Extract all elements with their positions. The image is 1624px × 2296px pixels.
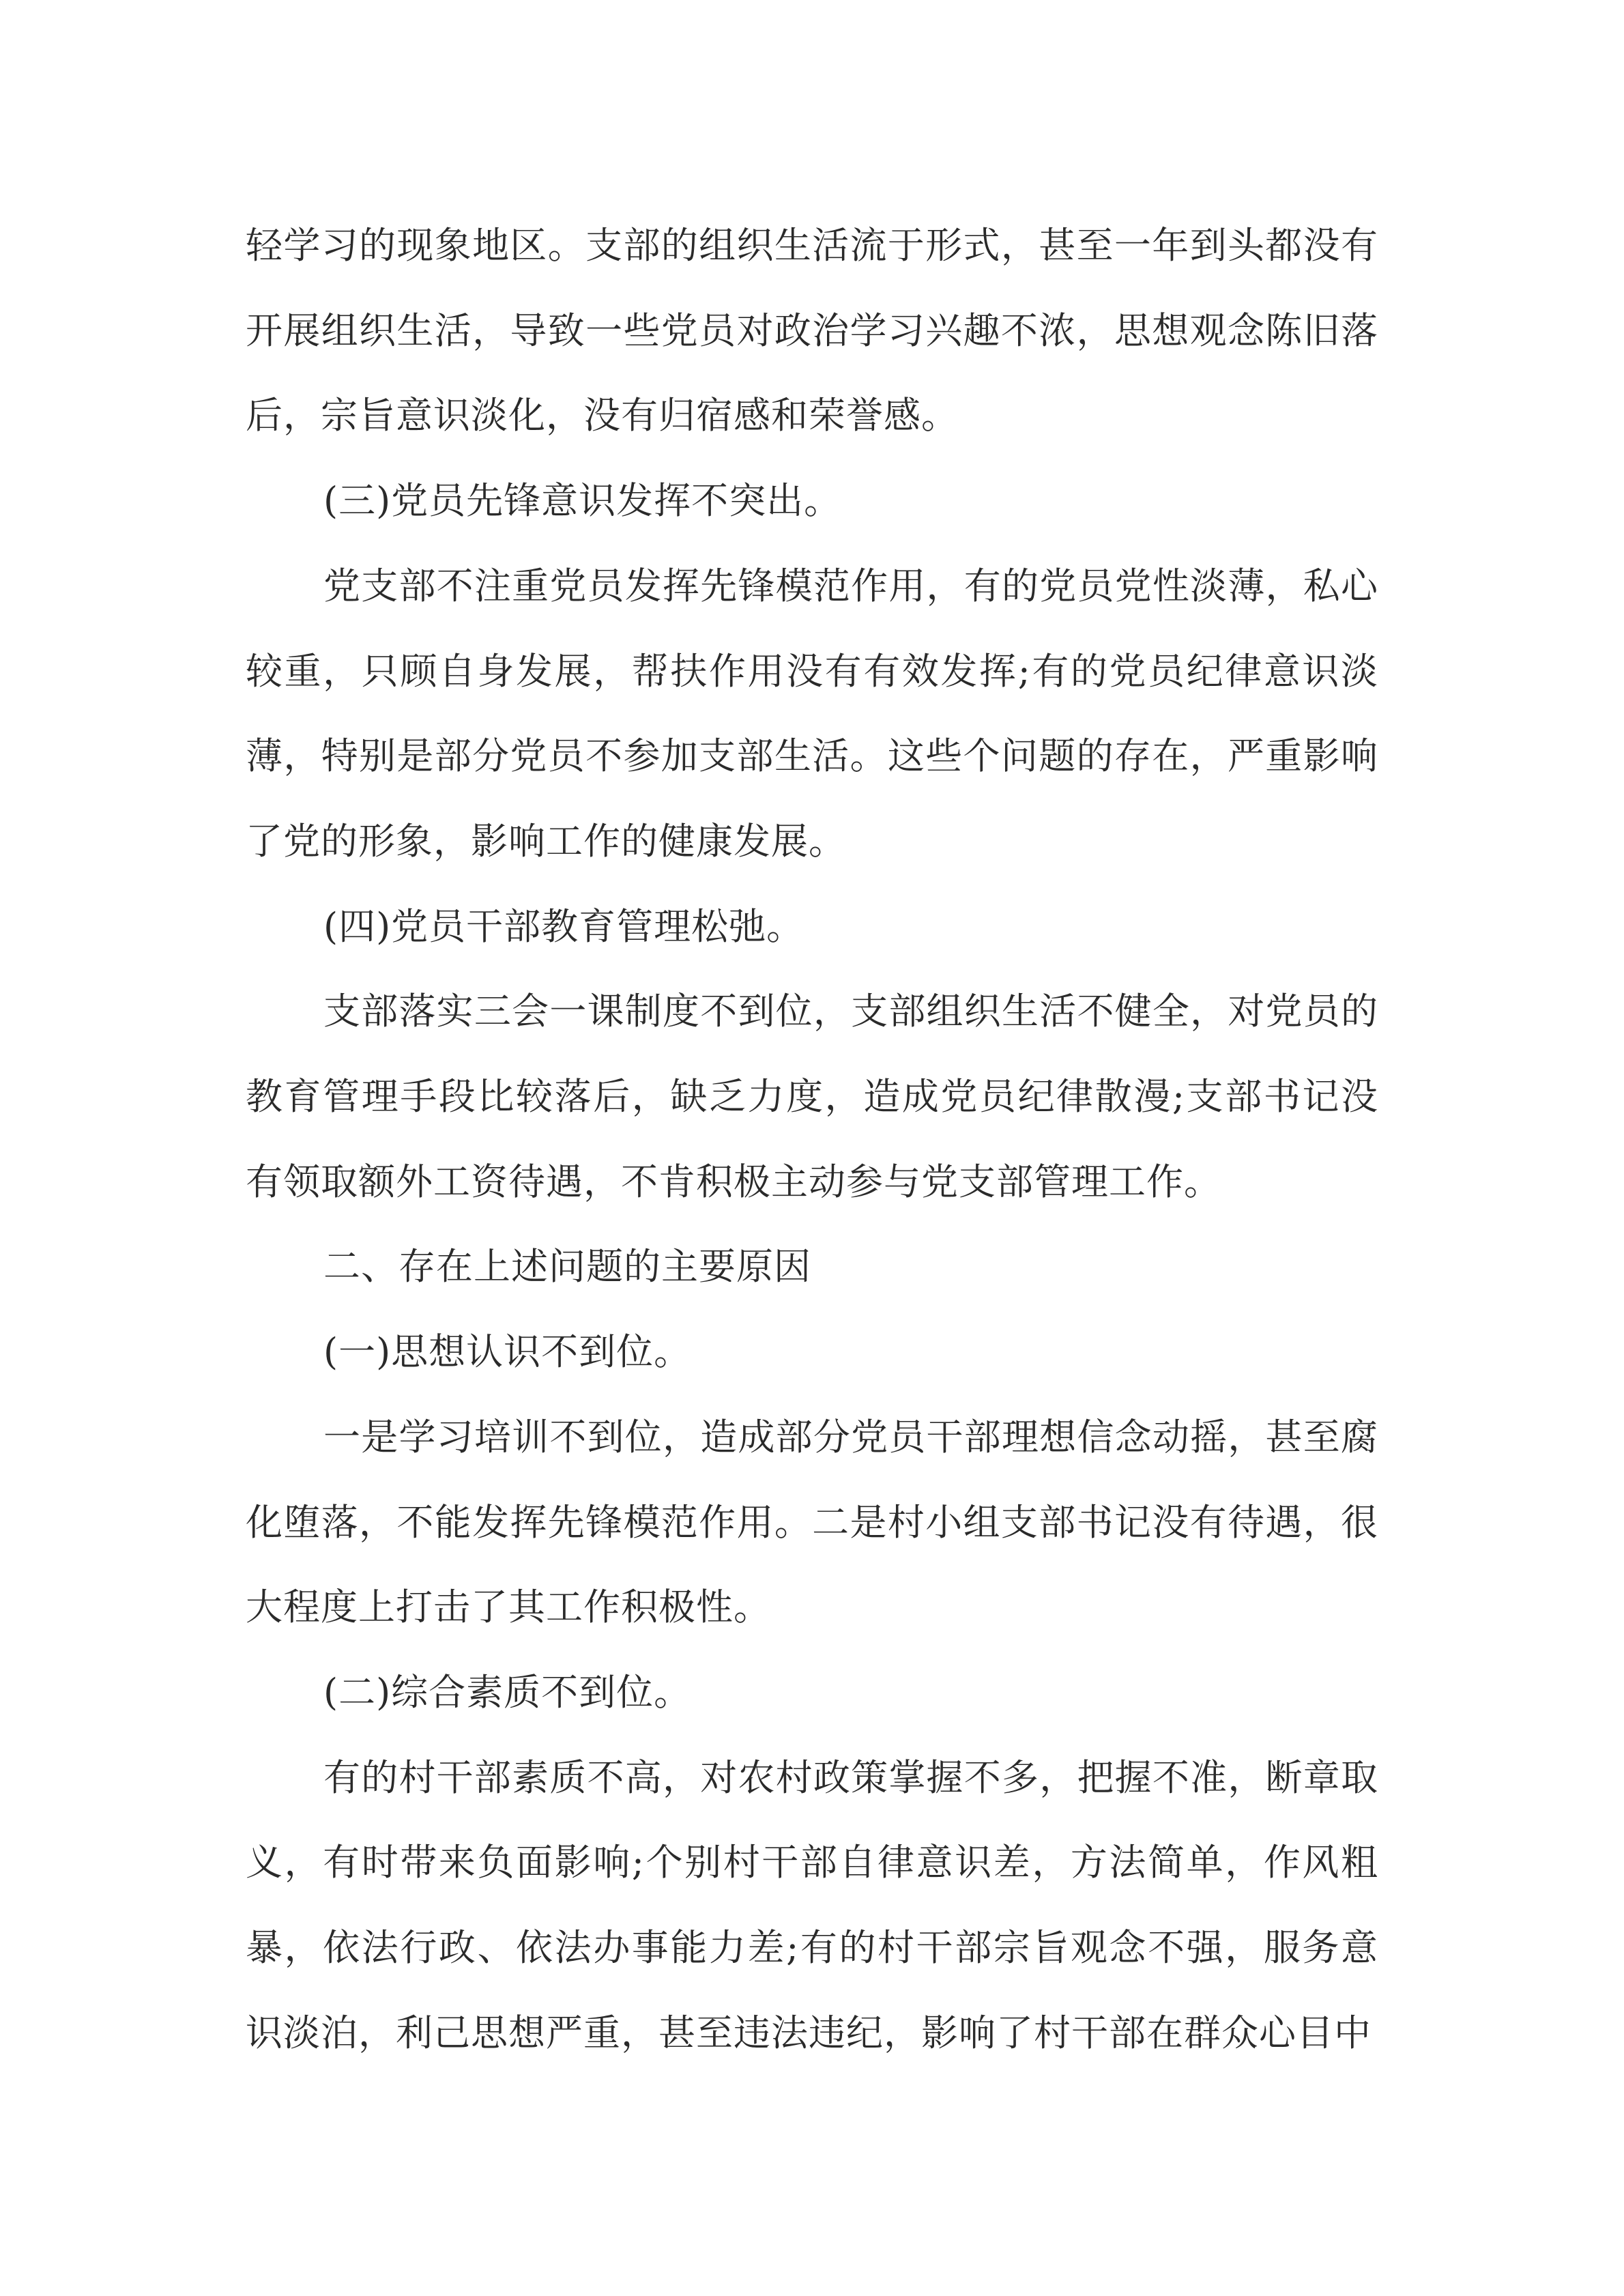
section-heading: (一)思想认识不到位。	[323, 1330, 692, 1374]
paragraph: 党支部不注重党员发挥先锋模范作用，有的党员党性淡薄，私心较重，只顾自身发展，帮扶作用没有有效发挥;有的党员纪律意识淡薄，特别是部分党员不参加支部生活。这些个问题的存在，严重影响了党的形象，影响工作的健康发展。	[246, 564, 1378, 863]
paragraph: 支部落实三会一课制度不到位，支部组织生活不健全，对党员的教育管理手段比较落后，缺乏力度，造成党员纪律散漫;支部书记没有领取额外工资待遇，不肯积极主动参与党支部管理工作。	[246, 990, 1378, 1203]
section-heading: (四)党员干部教育管理松弛。	[323, 904, 804, 948]
section-heading: (二)综合素质不到位。	[323, 1670, 692, 1714]
section-heading: (三)党员先锋意识发挥不突出。	[323, 479, 842, 523]
paragraph: 一是学习培训不到位，造成部分党员干部理想信念动摇，甚至腐化堕落，不能发挥先锋模范作用。二是村小组支部书记没有待遇，很大程度上打击了其工作积极性。	[246, 1415, 1378, 1629]
paragraph: 轻学习的现象地区。支部的组织生活流于形式，甚至一年到头都没有开展组织生活，导致一些党员对政治学习兴趣不浓，思想观念陈旧落后，宗旨意识淡化，没有归宿感和荣誉感。	[246, 224, 1378, 437]
section-heading: 二、存在上述问题的主要原因	[323, 1245, 811, 1289]
paragraph: 有的村干部素质不高，对农村政策掌握不多，把握不准，断章取义，有时带来负面影响;个别村干部自律意识差，方法简单，作风粗暴，依法行政、依法办事能力差;有的村干部宗旨观念不强，服务意识淡泊，利己思想严重，甚至违法违纪，影响了村干部在群众心目中	[246, 1755, 1378, 2054]
document-body	[246, 203, 1378, 2076]
